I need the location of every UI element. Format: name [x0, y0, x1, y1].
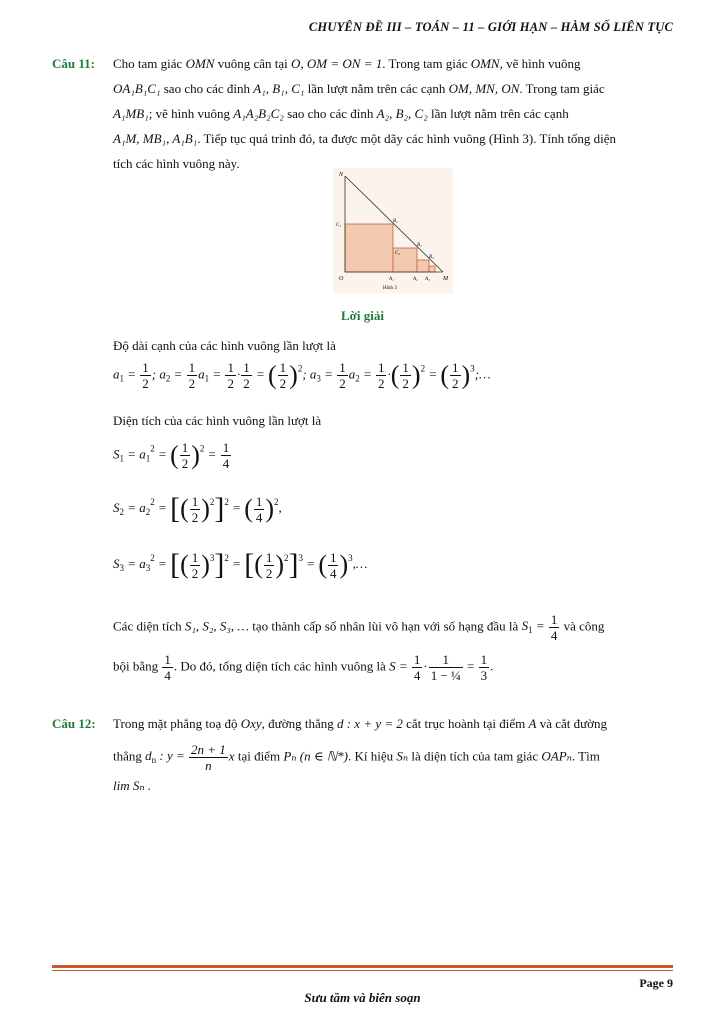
- conclusion-line-2: bội bằng $\frac{1}{4}$ . Do đó, tổng diện tích các hình vuông là S = $\frac{1}{4}$ · $\frac{1}{\text{1 − ¼}}$ = $\frac{1}{3}$ .: [113, 652, 494, 683]
- conclusion-line-1: Các diện tích S₁, S₂, S₃, … tạo thành cấp số nhân lùi vô hạn với số hạng đầu là $S_1$ = $\frac{1}{4}$ và công: [113, 612, 605, 643]
- formula-side-lengths: $a_1$ = $\frac{1}{2}$ ; $a_2$ = $\frac{1}{2}$ $a_1$ = $\frac{1}{2}$ · $\frac{1}{2}$ = ( $\frac{1}{2}$ )$^2$; $a_3$ = $\frac{1}{2}$ $a_2$ = $\frac{1}{2}$ ·( $\frac{1}{2}$ )$^2$ = ( $\frac{1}{2}$ )$^3$;…: [113, 360, 491, 391]
- figure-hinh-3: [333, 168, 453, 293]
- square-4: [429, 266, 435, 272]
- solution-title: Lời giải: [341, 308, 384, 323]
- q11-line-4: A₁M, MB₁, A₁B₁. Tiếp tục quá trình đó, ta được một dãy các hình vuông (Hình 3). Tính tổng diện: [113, 131, 617, 146]
- square-3: [417, 260, 429, 272]
- label-m: M: [443, 276, 448, 282]
- figure-caption: Hình 3: [383, 286, 397, 291]
- footer-rule-thin: [52, 970, 673, 971]
- formula-s2: $S_2 = a_2^2$ = [( $\frac{1}{2}$ )$^2$]$^2$ = ( $\frac{1}{4}$ )$^2$,: [113, 492, 282, 525]
- question-12-label: Câu 12:: [52, 716, 96, 731]
- page-header: CHUYÊN ĐỀ III – TOÁN – 11 – GIỚI HẠN – HÀM SỐ LIÊN TỤC: [308, 20, 673, 34]
- label-o: O: [339, 276, 344, 282]
- label-b3: B₃: [429, 255, 434, 260]
- q12-line-3: lim Sₙ .: [113, 778, 152, 793]
- q12-line-2: thẳng $d_n$ : y = $\frac{2n + 1}{n}$ x tại điểm Pₙ (n ∈ ℕ*). Kí hiệu Sₙ là diện tích của tam giác OAPₙ. Tìm: [113, 742, 600, 773]
- footer-credit: Sưu tầm và biên soạn: [304, 990, 421, 1005]
- footer-rule-thick: [52, 965, 673, 968]
- label-a1: A₁: [389, 277, 394, 282]
- label-c2: C₂: [395, 251, 401, 256]
- label-b1: B₁: [393, 219, 398, 224]
- label-a2: A₂: [413, 277, 418, 282]
- q12-line-1: Trong mặt phẳng toạ độ Oxy, đường thẳng d : x + y = 2 cắt trục hoành tại điểm A và cắt đường: [113, 716, 608, 731]
- question-11-label: Câu 11:: [52, 56, 95, 71]
- q11-line-1: Cho tam giác OMN vuông cân tại O, OM = ON = 1. Trong tam giác OMN, vẽ hình vuông: [113, 56, 581, 71]
- label-c1: C₁: [336, 223, 342, 228]
- q11-line-2: OA₁B₁C₁ sao cho các đỉnh A₁, B₁, C₁ lần lượt nằm trên các cạnh OM, MN, ON. Trong tam giác: [113, 81, 605, 96]
- formula-s3: $S_3 = a_3^2$ = [( $\frac{1}{2}$ )$^3$]$^2$ = [( $\frac{1}{2}$ )$^2$]$^3$ = ( $\frac{1}{4}$ )$^3$,…: [113, 548, 368, 581]
- q11-line-3: A₁MB₁; vẽ hình vuông A₁A₂B₂C₂ sao cho các đỉnh A₂, B₂, C₂ lần lượt nằm trên các cạnh: [113, 106, 569, 121]
- label-n: N: [339, 172, 344, 178]
- square-1: [345, 224, 393, 272]
- page-number: Page 9: [639, 976, 673, 990]
- solution-intro: Độ dài cạnh của các hình vuông lần lượt là: [113, 338, 336, 353]
- q11-line-5: tích các hình vuông này.: [113, 156, 240, 171]
- area-intro: Diện tích của các hình vuông lần lượt là: [113, 413, 322, 428]
- formula-s1: $S_1 = a_1^2$ = ( $\frac{1}{2}$ )$^2$ = $\frac{1}{4}$: [113, 440, 230, 471]
- label-a3: A₃: [425, 277, 430, 282]
- label-b2: B₂: [417, 243, 422, 248]
